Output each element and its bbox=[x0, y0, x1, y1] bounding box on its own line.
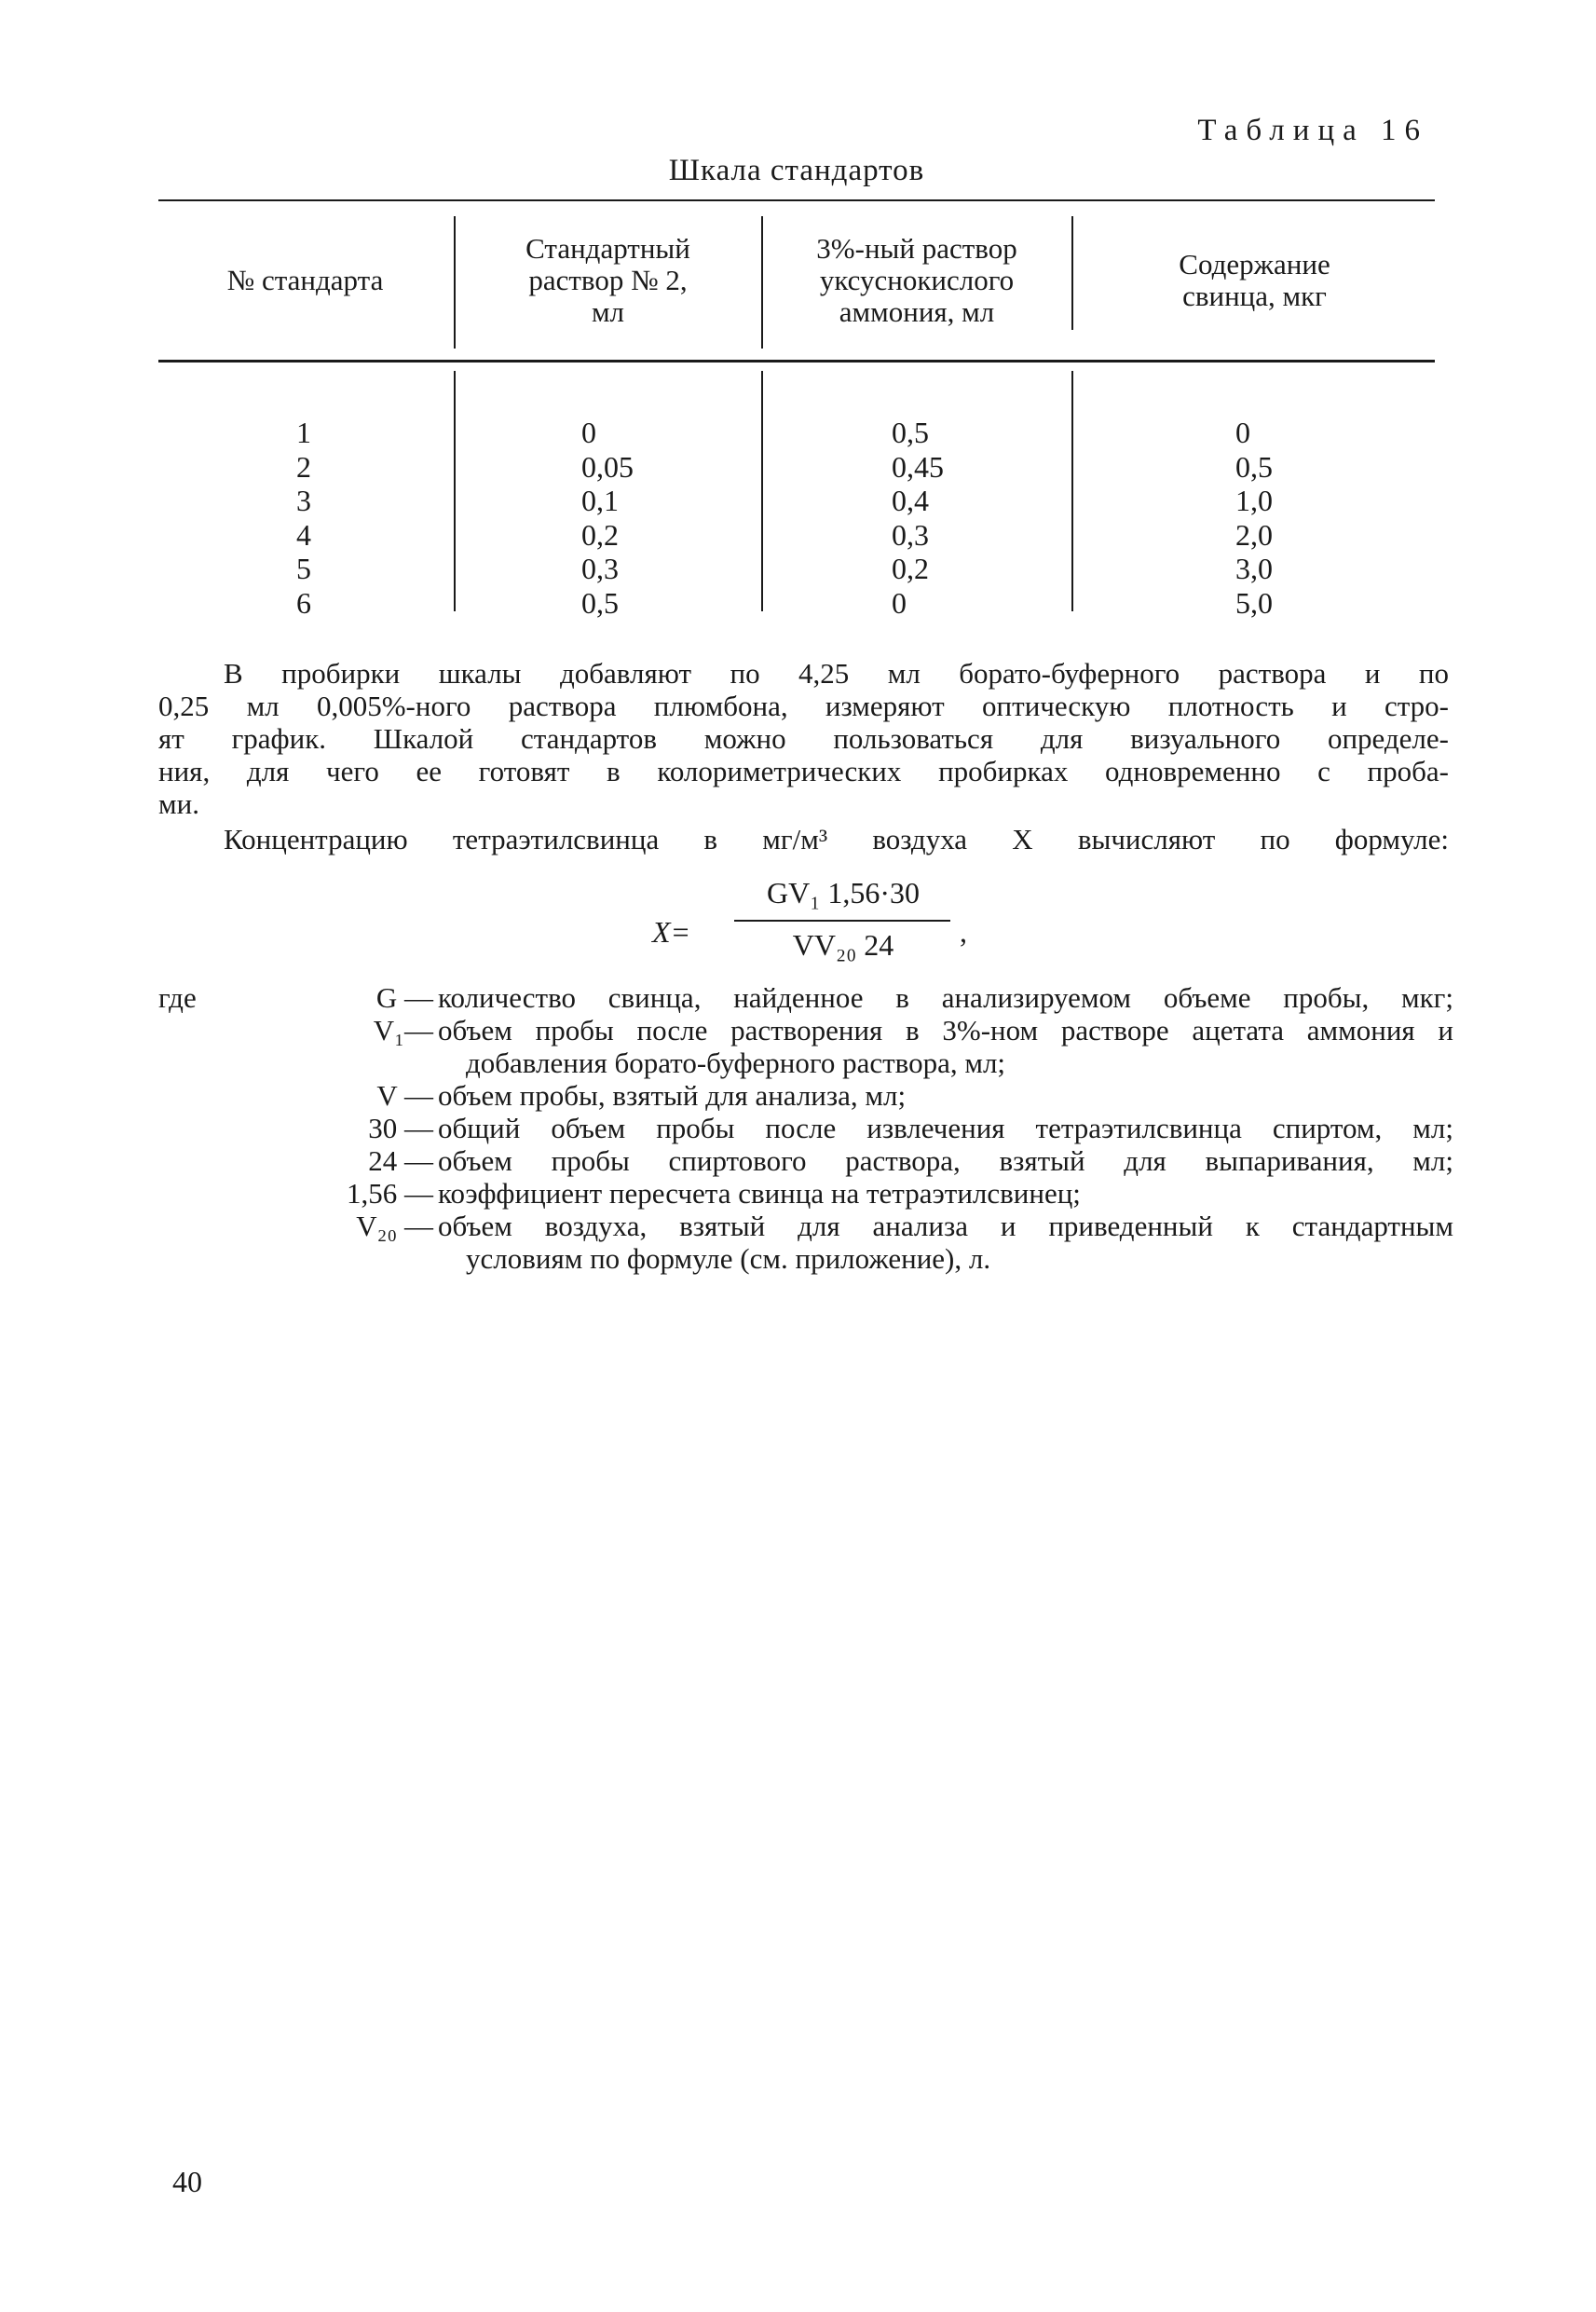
legend-symbol: 24 — bbox=[368, 1144, 433, 1177]
legend-description: объем пробы после растворения в 3%-ном растворе ацетата аммония и bbox=[438, 1014, 1453, 1047]
legend-description: количество свинца, найденное в анализируемом объеме пробы, мкг; bbox=[438, 981, 1453, 1014]
table-cell: 1,0 bbox=[1235, 484, 1273, 517]
table-cell: 0 bbox=[581, 416, 596, 449]
formula-numerator: GV₁ 1,56·30 bbox=[766, 876, 921, 910]
paragraph-line: В пробирки шкалы добавляют по 4,25 мл борато-буферного раствора и по bbox=[224, 657, 1449, 690]
table-cell: 0,3 bbox=[892, 517, 929, 552]
table-cell: 0 bbox=[892, 585, 907, 620]
table-header-rule bbox=[158, 360, 1435, 363]
legend-where: где bbox=[158, 981, 197, 1014]
header-standard-number: № стандарта bbox=[226, 264, 384, 296]
paragraph-line: 0,25 мл 0,005%-ного раствора плюмбона, измеряют оптическую плотность и стро- bbox=[158, 690, 1449, 722]
table-cell: 5,0 bbox=[1235, 585, 1273, 620]
header-acetate-solution: 3%-ный раствор уксуснокислого аммония, мл bbox=[816, 232, 1017, 328]
table-cell: 0 bbox=[1235, 416, 1250, 449]
table-cell: 0,5 bbox=[1235, 449, 1273, 484]
column-standard-number bbox=[296, 416, 311, 620]
legend-symbol: 30 — bbox=[368, 1112, 433, 1144]
legend-description-cont: условиям по формуле (см. приложение), л. bbox=[466, 1242, 991, 1275]
paragraph-concentration bbox=[158, 823, 1449, 855]
column-standard-solution bbox=[581, 416, 634, 620]
formula-comma: , bbox=[960, 915, 967, 949]
legend-item bbox=[158, 1210, 1453, 1242]
header-divider-3 bbox=[1071, 216, 1073, 330]
fraction-bar bbox=[734, 920, 950, 922]
formula-denominator: VV₂₀ 24 bbox=[792, 928, 894, 962]
table-cell: 3 bbox=[296, 484, 311, 517]
legend-item bbox=[158, 1144, 1453, 1177]
paragraph-line: ния, для чего ее готовят в колориметрических пробирках одновременно с проба- bbox=[158, 755, 1449, 787]
legend-item bbox=[158, 1014, 1453, 1047]
paragraph-line: ят график. Шкалой стандартов можно пользоваться для визуального определе- bbox=[158, 722, 1449, 755]
legend-continuation bbox=[158, 1242, 1453, 1275]
legend-symbol: V₂₀ — bbox=[356, 1210, 433, 1242]
table-number: Таблица 16 bbox=[1197, 114, 1428, 147]
table-cell: 2 bbox=[296, 449, 311, 484]
legend-description-cont: добавления борато-буферного раствора, мл; bbox=[466, 1047, 1006, 1079]
body-divider-2 bbox=[761, 371, 763, 611]
table-title: Шкала стандартов bbox=[668, 154, 925, 187]
table-cell: 1 bbox=[296, 416, 311, 449]
legend-description: коэффициент пересчета свинца на тетраэтилсвинец; bbox=[438, 1177, 1081, 1210]
paragraph-line: Концентрацию тетраэтилсвинца в мг/м³ воздуха X вычисляют по формуле: bbox=[224, 823, 1449, 855]
concentration-formula bbox=[652, 876, 1025, 988]
legend-symbol: 1,56 — bbox=[347, 1177, 433, 1210]
legend-description: объем пробы спиртового раствора, взятый для выпаривания, мл; bbox=[438, 1144, 1453, 1177]
table-cell: 6 bbox=[296, 585, 311, 620]
paragraph-line: ми. bbox=[158, 787, 199, 820]
legend-symbol: G — bbox=[375, 981, 433, 1014]
table-top-rule bbox=[158, 199, 1435, 201]
header-lead-content: Содержание свинца, мкг bbox=[1179, 248, 1330, 312]
table-cell: 2,0 bbox=[1235, 517, 1273, 552]
table-cell: 0,2 bbox=[581, 517, 619, 552]
legend-symbol: V — bbox=[376, 1079, 433, 1112]
table-cell: 0,4 bbox=[892, 484, 929, 517]
paragraph-scale-preparation bbox=[158, 657, 1449, 820]
legend-item bbox=[158, 1112, 1453, 1144]
legend-description: общий объем пробы после извлечения тетраэтилсвинца спиртом, мл; bbox=[438, 1112, 1453, 1144]
legend-item bbox=[158, 1079, 1453, 1112]
table-cell: 0,1 bbox=[581, 484, 619, 517]
table-cell: 3,0 bbox=[1235, 552, 1273, 585]
header-divider-1 bbox=[454, 216, 456, 349]
header-divider-2 bbox=[761, 216, 763, 349]
legend-item bbox=[158, 981, 1453, 1014]
table-cell: 0,05 bbox=[581, 449, 634, 484]
page-number: 40 bbox=[172, 2165, 202, 2198]
legend-description: объем воздуха, взятый для анализа и приведенный к стандартным bbox=[438, 1210, 1453, 1242]
legend-symbol: V₁— bbox=[373, 1014, 433, 1047]
table-cell: 0,2 bbox=[892, 552, 929, 585]
table-cell: 0,5 bbox=[581, 585, 619, 620]
legend-description: объем пробы, взятый для анализа, мл; bbox=[438, 1079, 907, 1112]
column-lead-content bbox=[1235, 416, 1273, 620]
body-divider-1 bbox=[454, 371, 456, 611]
legend-item bbox=[158, 1177, 1453, 1210]
body-divider-3 bbox=[1071, 371, 1073, 611]
table-cell: 0,5 bbox=[892, 416, 929, 449]
column-acetate-solution bbox=[892, 416, 944, 620]
table-cell: 5 bbox=[296, 552, 311, 585]
legend-continuation bbox=[158, 1047, 1453, 1079]
table-cell: 4 bbox=[296, 517, 311, 552]
formula-lhs: X= bbox=[652, 915, 691, 949]
header-standard-solution: Стандартный раствор № 2, мл bbox=[525, 232, 690, 328]
table-cell: 0,45 bbox=[892, 449, 944, 484]
table-cell: 0,3 bbox=[581, 552, 619, 585]
